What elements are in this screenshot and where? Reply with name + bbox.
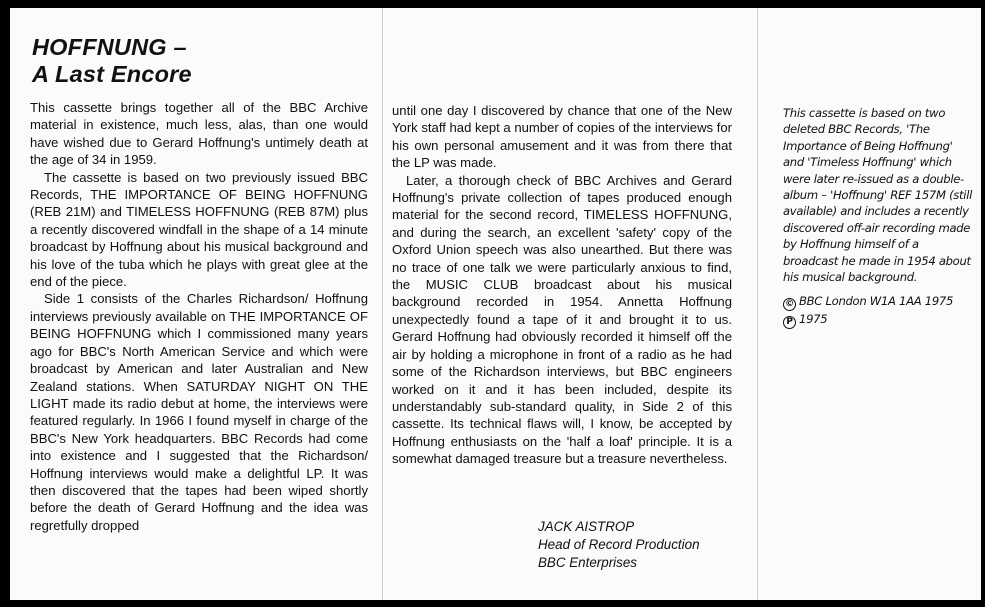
signature-role: Head of Record Production bbox=[538, 537, 700, 552]
paragraph: until one day I discovered by chance that one of the New York staff had kept a number of copies of the interviews for his own personal amusement and it was from there that the LP was made. bbox=[392, 103, 732, 171]
signature-name: JACK AISTROP bbox=[538, 519, 635, 534]
paragraph: Side 1 consists of the Charles Richardson/ Hoffnung interviews previously available on THE IMPORTANCE OF BEING HOFFNUNG which I commissioned many years ago for BBC's North American Service and which were broadcast by American and later Australian and New Zealand stations. When SATURDAY NIGHT ON THE LIGHT made its radio debut at home, the interviews were featured regularly. In 1966 I found myself in charge of the BBC's New York headquarters. BBC Records had come into existence and I suggested that the Richardson/ Hoffnung interviews would make a delightful LP. It was then discovered that the tapes had been wiped shortly before the death of Gerard Hoffnung and the idea was regretfully dropped bbox=[30, 291, 368, 533]
title-line-2: A Last Encore bbox=[32, 61, 192, 87]
page-title bbox=[32, 34, 192, 88]
phonogram-icon: P bbox=[783, 316, 796, 329]
copyright-icon: © bbox=[783, 298, 796, 311]
fold-line-left bbox=[382, 8, 383, 600]
side-note-text: This cassette is based on two deleted BBC Records, 'The Importance of Being Hoffnung' and 'Timeless Hoffnung' which were later re-issued as a double-album – 'Hoffnung' REF 157M (still available) and includes a recently discovered off-air recording made by Hoffnung himself of a broadcast he made in 1954 about his musical background. bbox=[783, 106, 973, 285]
signature-org: BBC Enterprises bbox=[538, 555, 637, 570]
paragraph: This cassette brings together all of the BBC Archive material in existence, much less, alas, than one would have wished due to Gerard Hoffnung's untimely death at the age of 34 in 1959. bbox=[30, 100, 368, 168]
paragraph: The cassette is based on two previously issued BBC Records, THE IMPORTANCE OF BEING HOFFNUNG (REB 21M) and TIMELESS HOFFNUNG (REB 87M) plus a recently discovered windfall in the shape of a 14 minute broadcast by Hoffnung about his musical background and his love of the tuba which he plays with great glee at the end of the piece. bbox=[30, 169, 368, 290]
fold-line-right bbox=[757, 8, 758, 600]
copyright-line bbox=[783, 293, 973, 311]
side-note bbox=[783, 105, 973, 329]
paragraph: Later, a thorough check of BBC Archives and Gerard Hoffnung's private collection of tapes produced enough material for the second record, TIMELESS HOFFNUNG, and during the search, an excellent 'safety' copy of the Oxford Union speech was also unearthed. But there was no trace of one talk we were particularly anxious to find, the MUSIC CLUB broadcast about his musical background recorded in 1954. Annetta Hoffnung unexpectedly found a tape of it and brought it to us. Gerard Hoffnung had obviously recorded it himself off the air by holding a microphone in front of a radio as he had some of the Richardson interviews, but BBC engineers worked on it and it has been included, despite its understandably sub-standard quality, in Side 2 of this cassette. Its technical flaws will, I know, be accepted by Hoffnung enthusiasts on the 'half a loaf' principle. It is a somewhat damaged treasure but a treasure nevertheless. bbox=[392, 172, 732, 467]
liner-notes-column-2 bbox=[392, 102, 732, 468]
cassette-insert bbox=[10, 8, 981, 600]
signature-block bbox=[538, 518, 700, 572]
copyright-text: BBC London W1A 1AA 1975 bbox=[799, 294, 954, 309]
phonogram-text: 1975 bbox=[799, 312, 828, 327]
phonogram-line bbox=[783, 311, 973, 329]
title-line-1: HOFFNUNG – bbox=[32, 34, 187, 60]
liner-notes-column-1 bbox=[30, 99, 368, 534]
